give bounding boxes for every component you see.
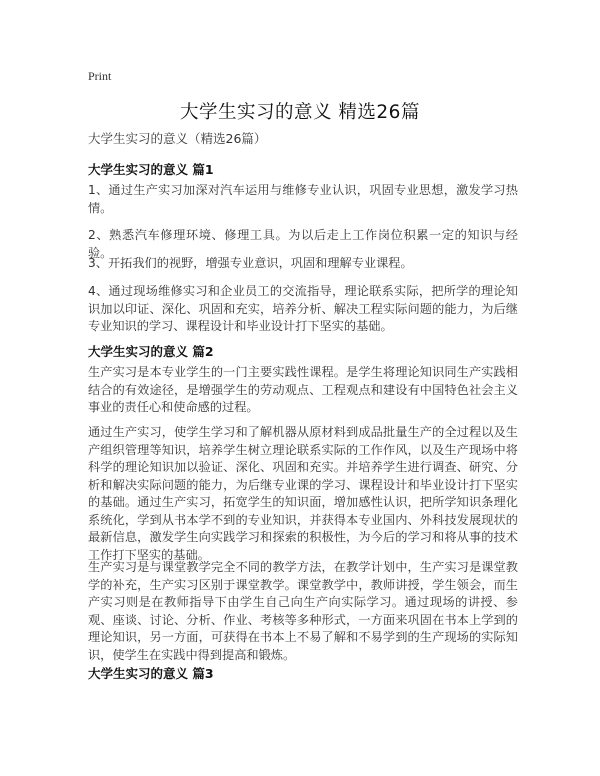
paragraph: 生产实习是本专业学生的一门主要实践性课程。是学生将理论知识同生产实践相结合的有效途径，是增强学生的劳动观点、工程观点和建设有中国特色社会主义事业的责任心和使命感的过程。	[88, 365, 518, 414]
paragraph: 2、熟悉汽车修理环境、修理工具。为以后走上工作岗位积累一定的知识与经验。	[88, 228, 518, 260]
section-heading-2: 大学生实习的意义 篇2	[88, 344, 214, 359]
document-subtitle: 大学生实习的意义（精选26篇）	[88, 131, 267, 146]
paragraph: 生产实习是与课堂教学完全不同的教学方法，在教学计划中，生产实习是课堂教学的补充，生产实习区别于课堂教学。课堂教学中，教师讲授，学生领会，而生产实习则是在教师指导下由学生自己向生产向实际学习。通过现场的讲授、参观、座谈、讨论、分析、作业、考核等多种形式，一方面来巩固在书本上学到的理论知识，另一方面，可获得在书本上不易了解和不易学到的生产现场的实际知识，使学生在实践中得到提高和锻炼。	[88, 560, 518, 662]
section-heading-1: 大学生实习的意义 篇1	[88, 162, 214, 177]
document-title: 大学生实习的意义 精选26篇	[180, 102, 420, 123]
print-link[interactable]: Print	[88, 69, 112, 83]
paragraph: 通过生产实习，使学生学习和了解机器从原材料到成品批量生产的全过程以及生产组织管理等知识，培养学生树立理论联系实际的工作作风，以及生产现场中将科学的理论知识加以验证、深化、巩固和充实。并培养学生进行调查、研究、分析和解决实际问题的能力，为后继专业课的学习、课程设计和毕业设计打下坚实的基础。通过生产实习，拓宽学生的知识面，增加感性认识，把所学知识条理化系统化，学到从书本学不到的专业知识，并获得本专业国内、外科技发展现状的最新信息，激发学生向实践学习和探索的积极性，为今后的学习和将从事的技术工作打下坚实的基础。	[88, 425, 518, 562]
paragraph: 3、开拓我们的视野，增强专业意识，巩固和理解专业课程。	[88, 256, 413, 270]
paragraph: 4、通过现场维修实习和企业员工的交流指导，理论联系实际，把所学的理论知识加以印证、深化、巩固和充实，培养分析、解决工程实际问题的能力，为后继专业知识的学习、课程设计和毕业设计打下坚实的基础。	[88, 284, 518, 333]
section-heading-3: 大学生实习的意义 篇3	[88, 666, 214, 681]
paragraph: 1、通过生产实习加深对汽车运用与维修专业认识，巩固专业思想，激发学习热情。	[88, 183, 518, 215]
